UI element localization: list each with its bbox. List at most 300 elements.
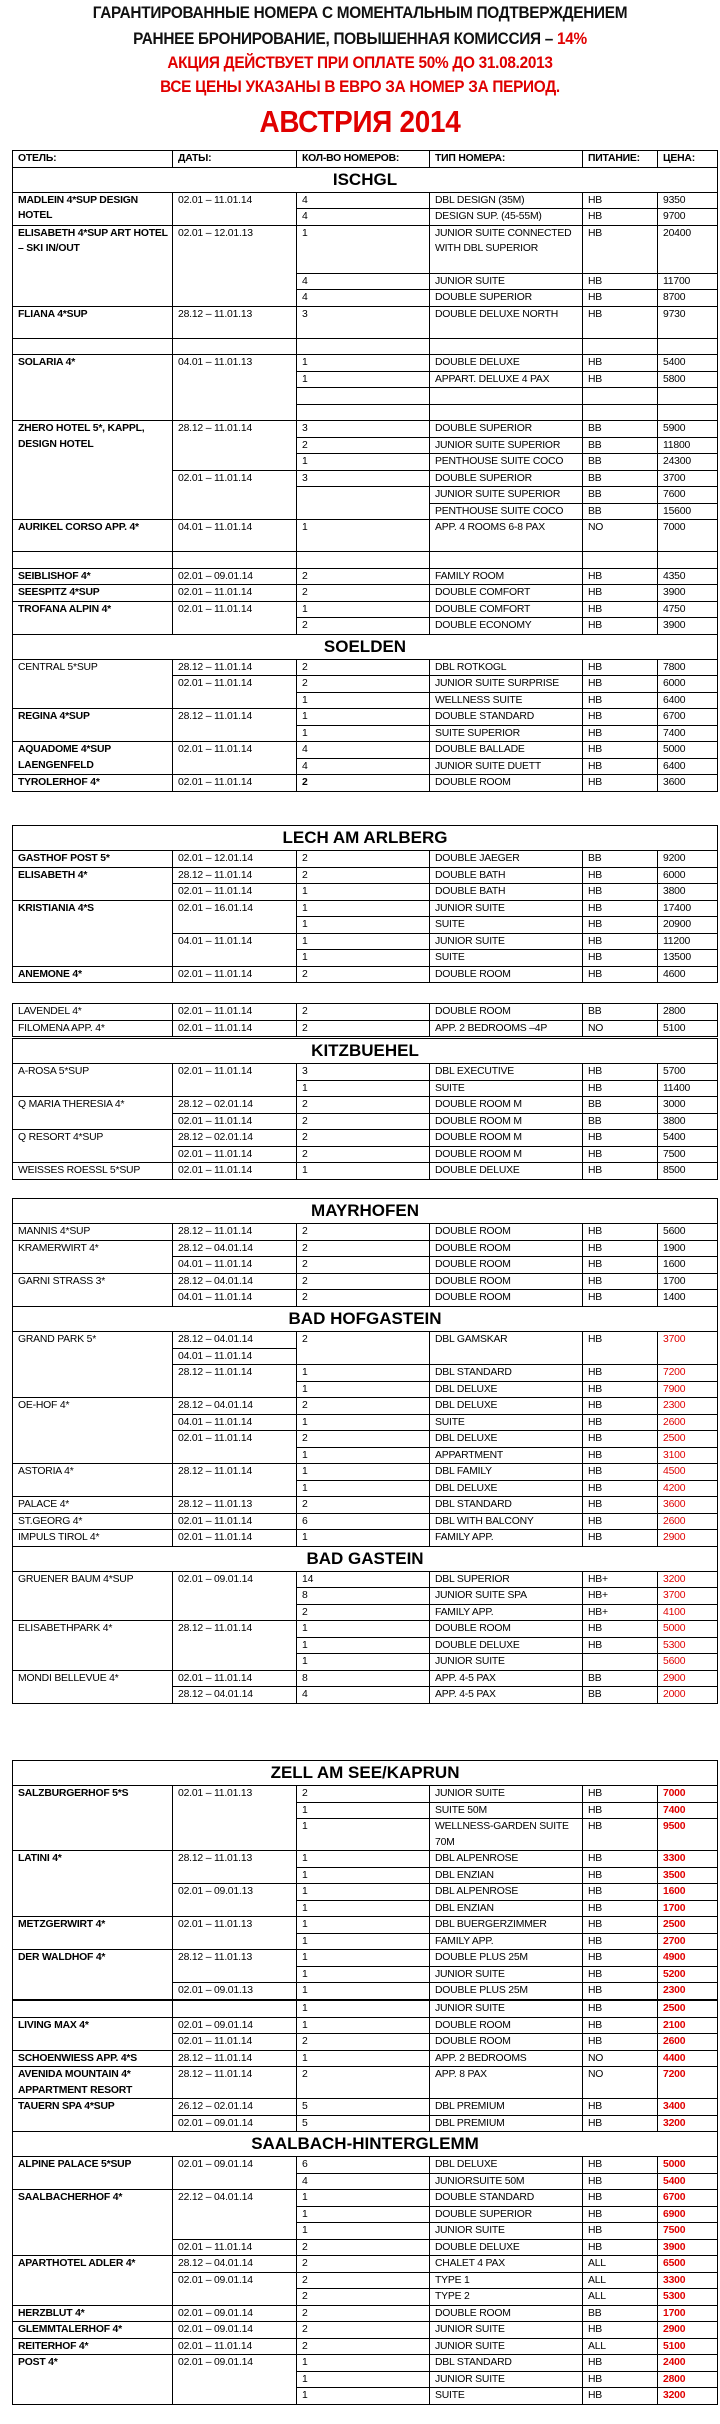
table-row [13,709,718,726]
price: 5400 [658,355,718,372]
room-type: APP. 4 ROOMS 6-8 PAX [430,520,583,552]
qty: 2 [297,2289,430,2306]
room-type: PENTHOUSE SUITE COCO [430,503,583,520]
room-type: DOUBLE ROOM [430,2305,583,2322]
meal: HB [583,2157,658,2174]
dates: 02.01 – 09.01.14 [173,2017,297,2034]
meal [583,1654,658,1671]
qty: 3 [297,421,430,438]
meal: HB [583,692,658,709]
qty: 1 [297,692,430,709]
price: 3900 [658,585,718,602]
room-type: JUNIOR SUITE CONNECTED WITH DBL SUPERIOR [430,225,583,273]
price: 3200 [658,2115,718,2132]
room-type: JUNIOR SUITE [430,273,583,290]
room-type: DOUBLE DELUXE [430,2239,583,2256]
price: 6000 [658,676,718,693]
hotel-name: OE-HOF 4* [13,1398,173,1464]
price: 3600 [658,1497,718,1514]
price: 5700 [658,1064,718,1081]
table-row [13,2190,718,2207]
price: 2900 [658,2322,718,2339]
meal: HB [583,568,658,585]
dates: 28.12 – 04.01.14 [173,2256,297,2273]
price: 11700 [658,273,718,290]
qty: 1 [297,601,430,618]
table-row [13,1273,718,1290]
room-type: JUNIOR SUITE SPA [430,1588,583,1605]
qty: 4 [297,192,430,209]
hotel-name: WEISSES ROESSL 5*SUP [13,1163,173,1180]
dates: 02.01 – 09.01.13 [173,1983,297,2000]
price-table-zell [12,1760,718,2000]
qty: 2 [297,1398,430,1415]
meal: HB [583,1884,658,1901]
room-type: DOUBLE COMFORT [430,585,583,602]
room-type: DOUBLE DELUXE [430,1163,583,1180]
qty: 2 [297,1097,430,1114]
qty: 1 [297,1080,430,1097]
qty: 1 [297,371,430,388]
meal: HB [583,1240,658,1257]
dates: 02.01 – 11.01.14 [173,585,297,602]
price: 3500 [658,1867,718,1884]
room-type: DBL DELUXE [430,1398,583,1415]
qty: 1 [297,1654,430,1671]
qty: 2 [297,1224,430,1241]
room-type: DBL STANDARD [430,1497,583,1514]
qty: 6 [297,2157,430,2174]
room-type: FAMILY APP. [430,1933,583,1950]
hotel-name: METZGERWIRT 4* [13,1917,173,1950]
price: 3800 [658,884,718,901]
dates: 02.01 – 12.01.14 [173,851,297,868]
room-type: JUNIOR SUITE [430,2001,583,2018]
table-row [13,1851,718,1868]
meal: HB [583,2206,658,2223]
header-promo-terms: АКЦИЯ ДЕЙСТВУЕТ ПРИ ОПЛАТЕ 50% ДО 31.08.2013 [167,54,553,72]
col-rooms-count: КОЛ-ВО НОМЕРОВ: [297,151,430,168]
room-type: JUNIOR SUITE [430,2223,583,2240]
meal: HB [583,1480,658,1497]
meal: HB [583,371,658,388]
dates: 02.01 – 11.01.14 [173,1530,297,1547]
room-type: JUNIOR SUITE [430,1786,583,1803]
price: 1400 [658,1290,718,1307]
qty: 1 [297,1637,430,1654]
price: 7400 [658,725,718,742]
meal: NO [583,2050,658,2067]
room-type: DOUBLE ROOM [430,2017,583,2034]
price: 3900 [658,618,718,635]
table-row [13,306,718,338]
hotel-name: CENTRAL 5*SUP [13,659,173,709]
room-type: DOUBLE DELUXE NORTH [430,306,583,338]
hotel-name: FILOMENA APP. 4* [13,1020,173,1037]
price: 8500 [658,1163,718,1180]
qty: 2 [297,2305,430,2322]
room-type: FAMILY APP. [430,1604,583,1621]
dates: 02.01 – 09.01.14 [173,2157,297,2190]
qty: 1 [297,709,430,726]
qty: 1 [297,2190,430,2207]
table-row [13,659,718,676]
qty: 2 [297,437,430,454]
price: 3000 [658,1097,718,1114]
dates: 04.01 – 11.01.14 [173,520,297,552]
qty: 1 [297,1966,430,1983]
hotel-name: DER WALDHOF 4* [13,1950,173,2000]
qty: 3 [297,470,430,487]
price: 9200 [658,851,718,868]
dates: 02.01 – 11.01.14 [173,2239,297,2256]
meal: HB [583,1851,658,1868]
hotel-name: SAALBACHERHOF 4* [13,2190,173,2256]
meal: ALL [583,2256,658,2273]
meal: HB [583,1290,658,1307]
price: 2800 [658,2371,718,2388]
room-type: DOUBLE ROOM M [430,1146,583,1163]
hotel-name: Q MARIA THERESIA 4* [13,1097,173,1130]
price: 4500 [658,1464,718,1481]
qty: 4 [297,742,430,759]
qty: 4 [297,758,430,775]
price: 6000 [658,867,718,884]
hotel-name: REITERHOF 4* [13,2338,173,2355]
meal: HB [583,2001,658,2018]
price-table-ischgl-soelden [12,150,718,792]
qty: 1 [297,1414,430,1431]
table-row [13,421,718,438]
dates: 28.12 – 04.01.14 [173,1273,297,1290]
meal: HB [583,1447,658,1464]
price: 24300 [658,454,718,471]
dates: 02.01 – 11.01.14 [173,2338,297,2355]
dates: 04.01 – 11.01.14 [173,1257,297,1274]
hotel-name: GARNI STRASS 3* [13,1273,173,1306]
price: 7000 [658,1786,718,1803]
dates: 02.01 – 11.01.14 [173,884,297,901]
room-type: DOUBLE ROOM [430,1290,583,1307]
dates: 02.01 – 11.01.13 [173,1917,297,1950]
room-type: DOUBLE ROOM [430,1240,583,1257]
qty: 1 [297,933,430,950]
qty: 1 [297,2355,430,2372]
dates: 04.01 – 11.01.14 [173,1414,297,1431]
commission-percent: 14% [557,30,587,48]
price: 6900 [658,2206,718,2223]
room-type: CHALET 4 PAX [430,2256,583,2273]
price: 6400 [658,758,718,775]
qty: 4 [297,209,430,226]
meal: HB [583,676,658,693]
dates: 28.12 – 04.01.14 [173,1240,297,1257]
room-type: DOUBLE ROOM [430,775,583,792]
price: 6500 [658,2256,718,2273]
col-room-type: ТИП НОМЕРА: [430,151,583,168]
meal: ALL [583,2338,658,2355]
room-type: DOUBLE ROOM [430,1273,583,1290]
meal: HB [583,1513,658,1530]
meal: HB [583,1497,658,1514]
meal: HB [583,1867,658,1884]
qty: 3 [297,306,430,338]
meal: HB [583,966,658,983]
room-type: DOUBLE ROOM [430,1004,583,1021]
meal: HB [583,355,658,372]
meal: HB [583,1802,658,1819]
hotel-name: TROFANA ALPIN 4* [13,601,173,634]
region-header [13,634,718,659]
room-type: DESIGN SUP. (45-55M) [430,209,583,226]
room-type: DBL BUERGERZIMMER [430,1917,583,1934]
room-type: SUITE [430,950,583,967]
region-bad-gastein: BAD GASTEIN [13,1546,718,1571]
dates: 28.12 – 11.01.14 [173,709,297,742]
meal: HB [583,900,658,917]
qty: 2 [297,775,430,792]
room-type: DBL EXECUTIVE [430,1064,583,1081]
price: 2900 [658,1670,718,1687]
meal: NO [583,2067,658,2099]
meal: HB [583,1381,658,1398]
meal: HB [583,1786,658,1803]
meal: HB [583,1365,658,1382]
meal: HB [583,1414,658,1431]
meal: HB [583,1332,658,1365]
table-row [13,1097,718,1114]
meal: BB [583,470,658,487]
price: 6400 [658,692,718,709]
dates: 02.01 – 16.01.14 [173,900,297,933]
room-type: JUNIOR SUITE [430,2371,583,2388]
qty: 3 [297,1064,430,1081]
meal: HB [583,2223,658,2240]
dates: 02.01 – 11.01.14 [173,676,297,709]
room-type: JUNIOR SUITE SUPERIOR [430,487,583,504]
price: 4100 [658,1604,718,1621]
price: 2800 [658,1004,718,1021]
table-row [13,1064,718,1081]
dates: 28.12 – 11.01.14 [173,2050,297,2067]
region-header [13,1546,718,1571]
qty [297,487,430,520]
meal: HB [583,725,658,742]
meal: HB [583,1064,658,1081]
dates: 02.01 – 11.01.14 [173,966,297,983]
price: 2600 [658,2034,718,2051]
qty: 2 [297,1113,430,1130]
room-type: DOUBLE ROOM M [430,1097,583,1114]
price: 3700 [658,1332,718,1365]
table-row [13,2338,718,2355]
table-row [13,2256,718,2273]
hotel-name: ASTORIA 4* [13,1464,173,1497]
meal: BB [583,851,658,868]
table-row [13,1224,718,1241]
room-type: TYPE 1 [430,2272,583,2289]
table-row [13,851,718,868]
meal: ALL [583,2289,658,2306]
hotel-name: HERZBLUT 4* [13,2305,173,2322]
qty: 1 [297,1381,430,1398]
price: 11400 [658,1080,718,1097]
qty: 4 [297,290,430,307]
room-type: DBL PREMIUM [430,2099,583,2116]
price: 3300 [658,1851,718,1868]
table-row-empty [13,338,718,355]
price: 2900 [658,1530,718,1547]
dates: 04.01 – 11.01.14 [173,1290,297,1307]
table-row [13,1464,718,1481]
qty: 2 [297,867,430,884]
meal: HB [583,273,658,290]
room-type: DBL PREMIUM [430,2115,583,2132]
price: 3700 [658,470,718,487]
price: 7200 [658,1365,718,1382]
qty: 14 [297,1571,430,1588]
table-row [13,2157,718,2174]
hotel-name: LAVENDEL 4* [13,1004,173,1021]
dates: 28.12 – 11.01.14 [173,421,297,471]
price: 9730 [658,306,718,338]
dates: 02.01 – 11.01.14 [173,1670,297,1687]
dates-secondary: 04.01 – 11.01.14 [173,1348,296,1365]
price: 15600 [658,503,718,520]
price: 5600 [658,1224,718,1241]
dates: 02.01 – 11.01.14 [173,1513,297,1530]
room-type: APP. 4-5 PAX [430,1687,583,1704]
dates-primary: 28.12 – 04.01.14 [178,1334,253,1345]
price: 2500 [658,1431,718,1448]
meal: HB [583,306,658,338]
meal: HB [583,290,658,307]
qty: 2 [297,1130,430,1147]
qty: 1 [297,884,430,901]
meal: HB [583,1819,658,1851]
hotel-name: FLIANA 4*SUP [13,306,173,338]
qty: 2 [297,2034,430,2051]
meal: BB [583,2305,658,2322]
dates: 04.01 – 11.01.14 [173,933,297,966]
table-row [13,355,718,372]
price: 1700 [658,1273,718,1290]
meal: NO [583,520,658,552]
room-type: DOUBLE DELUXE [430,1637,583,1654]
qty: 2 [297,1332,430,1365]
table-row [13,1670,718,1687]
table-row [13,1497,718,1514]
price: 3200 [658,1571,718,1588]
room-type: DBL STANDARD [430,2355,583,2372]
price: 5100 [658,2338,718,2355]
meal: HB [583,601,658,618]
room-type: APPART. DELUXE 4 PAX [430,371,583,388]
meal: HB [583,1530,658,1547]
price: 2500 [658,2001,718,2018]
qty: 1 [297,1802,430,1819]
qty: 1 [297,1464,430,1481]
qty: 1 [297,1365,430,1382]
meal: HB [583,1950,658,1967]
price: 5600 [658,1654,718,1671]
hotel-name: ST.GEORG 4* [13,1513,173,1530]
meal: HB [583,209,658,226]
dates: 02.01 – 11.01.14 [173,742,297,775]
price: 7000 [658,520,718,552]
meal: HB [583,1933,658,1950]
dates: 02.01 – 12.01.13 [173,225,297,306]
meal: HB [583,933,658,950]
qty: 8 [297,1588,430,1605]
qty: 2 [297,1431,430,1448]
meal: HB [583,618,658,635]
meal: HB [583,1080,658,1097]
region-lech: LECH AM ARLBERG [13,826,718,851]
meal: HB [583,2371,658,2388]
table-row [13,2050,718,2067]
room-type: DOUBLE ROOM [430,1224,583,1241]
room-type: DOUBLE ROOM [430,966,583,983]
dates: 22.12 – 04.01.14 [173,2190,297,2240]
room-type: DOUBLE BATH [430,867,583,884]
price: 2100 [658,2017,718,2034]
meal: HB [583,1398,658,1415]
hotel-name: GRAND PARK 5* [13,1332,173,1398]
table-row [13,1020,718,1037]
qty: 1 [297,1917,430,1934]
meal: HB [583,758,658,775]
room-type: DBL ROTKOGL [430,659,583,676]
room-type: DOUBLE ROOM [430,1257,583,1274]
dates: 04.01 – 11.01.13 [173,355,297,421]
price: 4200 [658,1480,718,1497]
qty: 2 [297,1020,430,1037]
qty: 2 [297,1240,430,1257]
qty: 1 [297,1163,430,1180]
price-table-lech [12,825,718,983]
hotel-name: SEESPITZ 4*SUP [13,585,173,602]
room-type: FAMILY ROOM [430,568,583,585]
room-type: JUNIOR SUITE [430,1654,583,1671]
table-row [13,1163,718,1180]
dates: 02.01 – 11.01.14 [173,1020,297,1037]
header-early-booking [25,30,695,49]
table-row [13,966,718,983]
price: 7500 [658,2223,718,2240]
meal: HB [583,1900,658,1917]
price: 5200 [658,1966,718,1983]
table-row [13,1530,718,1547]
meal: HB [583,2173,658,2190]
qty: 2 [297,2239,430,2256]
qty: 2 [297,1604,430,1621]
price: 7400 [658,1802,718,1819]
qty: 1 [297,1867,430,1884]
qty: 2 [297,851,430,868]
qty: 1 [297,1819,430,1851]
room-type: DBL DELUXE [430,2157,583,2174]
price: 13500 [658,950,718,967]
hotel-name: GASTHOF POST 5* [13,851,173,868]
qty: 1 [297,225,430,273]
qty: 5 [297,2099,430,2116]
room-type: DOUBLE ROOM M [430,1130,583,1147]
dates: 02.01 – 11.01.14 [173,1113,297,1130]
price: 3400 [658,2099,718,2116]
table-row [13,1571,718,1588]
qty: 1 [297,1950,430,1967]
